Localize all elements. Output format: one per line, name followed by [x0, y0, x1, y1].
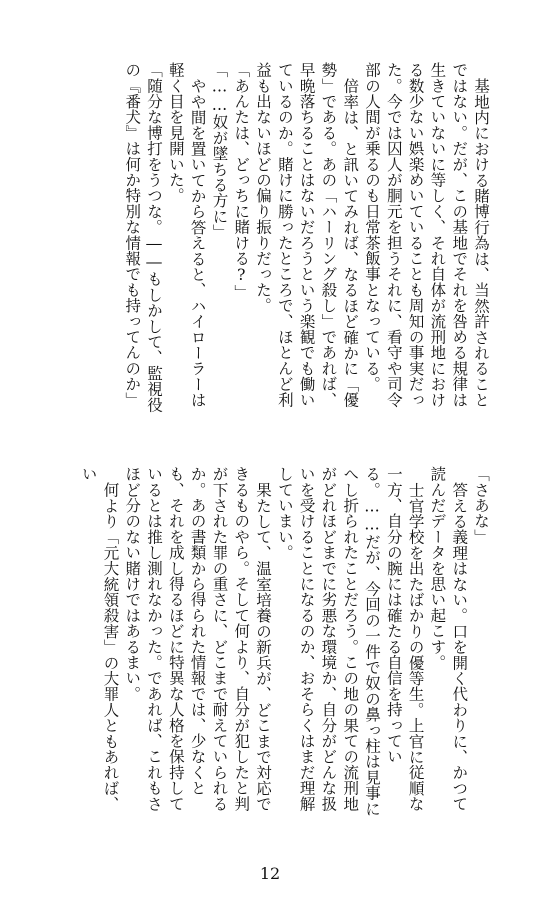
paragraph: 倍率は、と訊いてみれば、なるほど確かに「優勢」である。あの「ハーリング殺し」であれば、早晩落ちることはないだろうという楽観でも働いているのか。賭けに勝ったところで、ほとんど利益も出ないほどの偏り振りだった。: [254, 62, 360, 408]
dialogue-line: 「……奴が墜ちる方に」: [210, 62, 229, 240]
paragraph: 何より「元大統領殺害」の大罪人ともあれば、い: [79, 466, 120, 812]
dialogue-line: 「あんたは、どっちに賭ける?」: [232, 62, 251, 300]
paragraph: 答える義理はない。口を開く代わりに、かつて読んだデータを思い起こす。: [428, 466, 469, 812]
paragraph: 基地内における賭博行為は、当然許されることではない。だが、この基地でそれを咎める規律は生きていないに等しく、それ自体が流刑地における数少ない娯楽めいていることも周知の事実だった。今では囚人が胴元を担うそれに、看守や司令部の人間が乗るのも日常茶飯事となっている。: [363, 62, 490, 408]
paragraph: やや間を置いてから答えると、ハイローラーは軽く目を見開いた。: [166, 62, 207, 408]
text-block-bottom: [31, 466, 491, 818]
page-number: 12: [259, 864, 281, 883]
dialogue-line: 「さあな」: [472, 466, 490, 545]
text-block-top: [31, 62, 491, 414]
paragraph: 士官学校を出たばかりの優等生。上官に従順な一方、自分の腕には確たる自信を持っている。……だが、今回の一件で奴の鼻っ柱は見事にへし折られたことだろう。この地の果ての流刑地がどれほどまでに劣悪な環境か、自分がどんな扱いを受けることになるのか、おそらくはまだ理解していまい。: [275, 466, 425, 817]
paragraph: 果たして、温室培養の新兵が、どこまで対応できるものやら。そして何より、自分が犯したと判が下された罪の重さに、どこまで耐えていられるか。あの書類から得られた情報では、少なくとも、それを成し得るほどに特異な人格を保持しているとは推し測れなかった。であれば、これもさほど分のない賭けではあるまい。: [123, 466, 273, 812]
dialogue-line: 「随分な博打をうつな。――もしかして、監視役の『番犬』は何か特別な情報でも持ってんのか」: [123, 62, 164, 413]
